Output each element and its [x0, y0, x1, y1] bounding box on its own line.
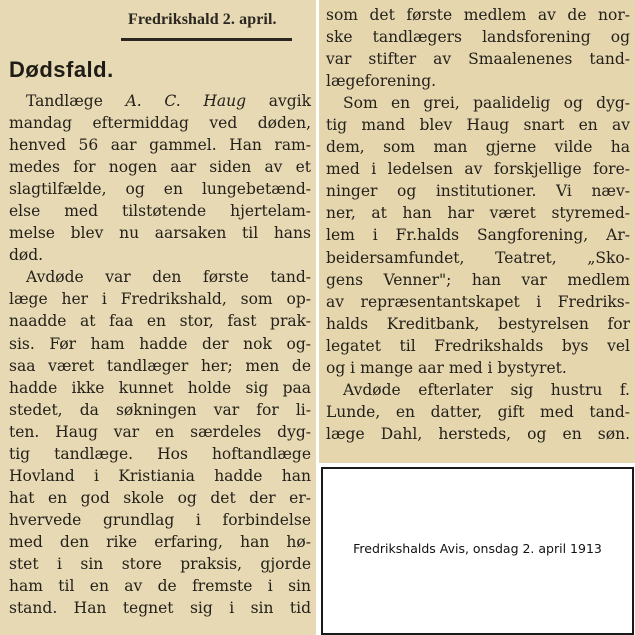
article-column-right: [319, 0, 635, 463]
text-line: tig tandlæge. Hos hoftandlæge: [9, 444, 311, 463]
text-line: Hovland i Kristiania hadde han: [9, 466, 311, 485]
text-line: ninger og institutioner. Vi næv-: [326, 182, 630, 201]
source-caption-box: [321, 467, 634, 635]
deceased-name: A. C. Haug: [125, 92, 247, 110]
text-line: stand. Han tegnet sig i sin tid: [9, 599, 311, 618]
text-line: gens Venner"; han var medlem: [326, 270, 630, 289]
text-line: lægeforening.: [326, 72, 437, 91]
text-line: av repræsentantskapet i Fredriks-: [326, 292, 630, 311]
text-line: ten. Haug var en særdeles dyg-: [9, 422, 311, 441]
text-line: Avdøde var den første tand-: [26, 268, 311, 287]
text-line: stedet, da søkningen var for li-: [9, 400, 311, 419]
source-caption: Fredrikshalds Avis, onsdag 2. april 1913: [353, 541, 602, 556]
text-fragment: avgik: [246, 92, 311, 110]
text-line: tig mand blev Haug snart en av: [326, 116, 630, 135]
text-fragment: Tandlæge: [26, 92, 126, 110]
article-column-left: [0, 0, 316, 635]
text-line: halds Kreditbank, bestyrelsen for: [326, 314, 630, 333]
article-text-left: [9, 90, 311, 619]
text-line: sis. Før ham hadde der nok og-: [9, 334, 311, 353]
text-line: Som en grei, paalidelig og dyg-: [343, 94, 630, 113]
text-line: lem i Fr.halds Sangforening, Ar-: [326, 226, 630, 245]
text-line: ham til en av de fremste i sin: [9, 577, 311, 596]
text-line: Lunde, en datter, gift med tand-: [326, 402, 630, 421]
text-line: [9, 90, 311, 112]
dateline-rule: [121, 38, 292, 41]
text-line: dem, som man gjerne vilde ha: [326, 138, 630, 157]
text-line: naadde at faa en stor, fast prak-: [9, 312, 311, 331]
text-line: henved 56 aar gammel. Han ram-: [9, 136, 311, 155]
text-line: læge her i Fredrikshald, som op-: [9, 290, 311, 309]
text-line: melse blev nu aarsaken til hans: [9, 224, 311, 243]
text-line: mandag eftermiddag ved døden,: [9, 114, 311, 133]
text-line: læge Dahl, hersteds, og en søn.: [326, 424, 630, 443]
text-line: og i mange aar med i bystyret.: [326, 358, 567, 377]
article-headline: Dødsfald.: [9, 57, 114, 82]
text-line: som det første medlem av de nor-: [326, 6, 630, 24]
text-line: med den rike erfaring, han hø-: [9, 532, 311, 551]
text-line: med i ledelsen av forskjellige fore-: [326, 160, 630, 179]
text-line: hadde ikke kunnet holde sig paa: [9, 378, 311, 397]
text-line: beidersamfundet, Teatret, „Sko-: [326, 248, 630, 267]
text-line: slagtilfælde, og en lungebetænd-: [9, 180, 311, 199]
text-line: ner, at han har været styremed-: [326, 204, 630, 223]
text-line: stet i sin store praksis, gjorde: [9, 554, 311, 573]
text-line: medes for nogen aar siden av et: [9, 158, 311, 177]
text-line: legatet til Fredrikshalds bys vel: [326, 336, 630, 355]
text-line: else med tilstøtende hjertelam-: [9, 202, 311, 221]
text-line: hvervede grundlag i forbindelse: [9, 510, 311, 529]
text-line: Avdøde efterlater sig hustru f.: [343, 380, 630, 399]
text-line: hat en god skole og det der er-: [9, 488, 311, 507]
article-text-right: [326, 4, 630, 445]
text-line: var stifter av Smaalenenes tand-: [326, 50, 630, 69]
dateline: Fredrikshald 2. april.: [128, 11, 277, 28]
text-line: ske tandlægers landsforening og: [326, 28, 630, 47]
text-line: død.: [9, 246, 44, 265]
text-line: saa været tandlæger her; men de: [9, 356, 311, 375]
